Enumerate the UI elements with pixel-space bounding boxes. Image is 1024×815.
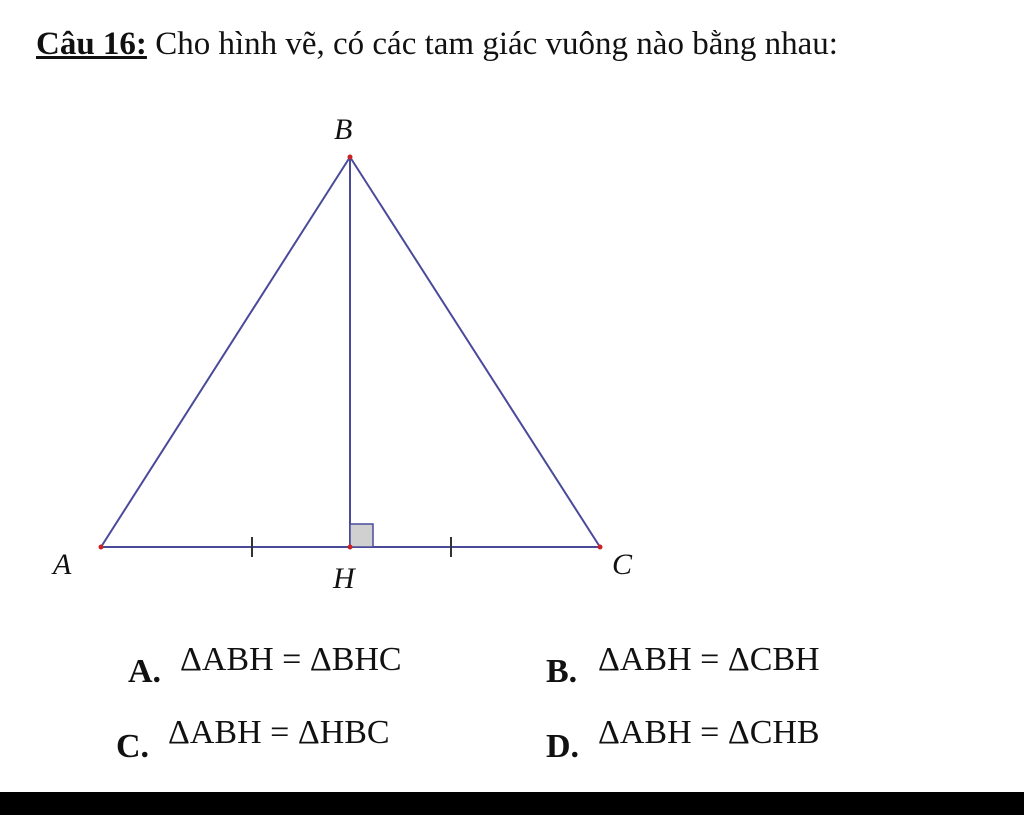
side-bc	[350, 157, 600, 547]
point-a	[99, 545, 104, 550]
option-a[interactable]	[128, 641, 402, 692]
bottom-black-bar	[0, 792, 1024, 815]
option-d-letter: D.	[546, 728, 580, 765]
option-b-expression: ΔABH = ΔCBH	[598, 641, 820, 678]
point-b	[348, 155, 353, 160]
option-b[interactable]	[546, 641, 820, 692]
option-d[interactable]	[546, 714, 820, 767]
option-c-letter: C.	[116, 728, 150, 765]
label-h: H	[333, 562, 355, 595]
right-angle-marker	[350, 524, 373, 547]
question-number: Câu 16:	[36, 26, 147, 62]
label-a: A	[53, 548, 72, 581]
side-ab	[101, 157, 350, 547]
point-h	[348, 545, 353, 550]
question-text: Cho hình vẽ, có các tam giác vuông nào bằng nhau:	[155, 26, 838, 62]
label-c: C	[612, 548, 633, 581]
option-c[interactable]	[116, 714, 390, 767]
option-c-expression: ΔABH = ΔHBC	[168, 714, 390, 751]
option-a-letter: A.	[128, 653, 162, 690]
point-c	[598, 545, 603, 550]
option-b-letter: B.	[546, 653, 578, 690]
label-b: B	[334, 113, 353, 146]
option-a-expression: ΔABH = ΔBHC	[180, 641, 402, 678]
option-d-expression: ΔABH = ΔCHB	[598, 714, 820, 751]
